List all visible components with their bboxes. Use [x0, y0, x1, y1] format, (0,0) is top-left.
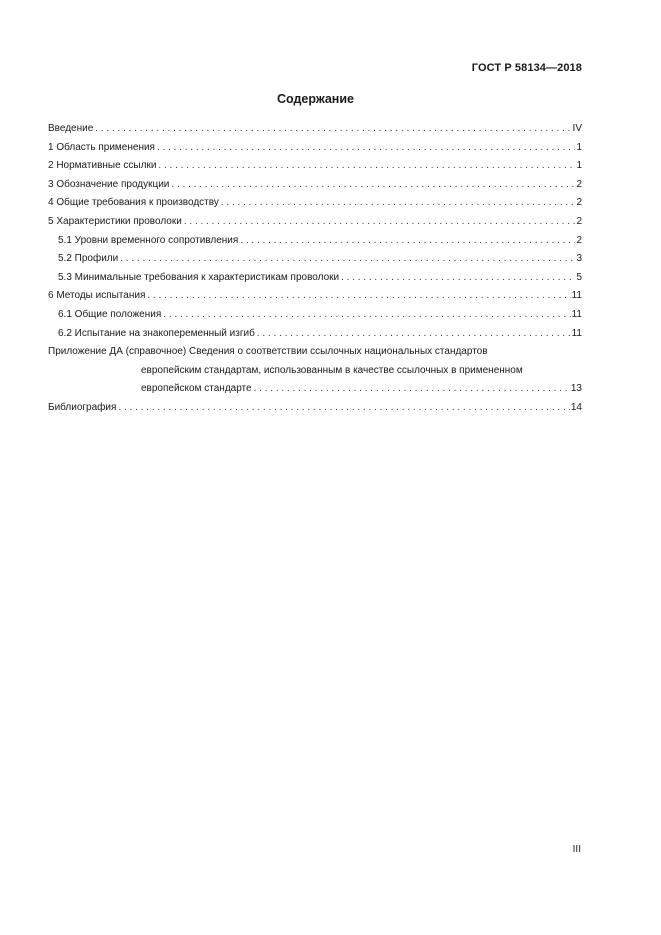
toc-entry-page: 11 [571, 290, 582, 302]
toc-entry-section-5-1[interactable] [48, 232, 582, 251]
toc-entry-label: Введение [48, 123, 94, 134]
toc-entry-label: Библиография [48, 401, 117, 413]
toc-entry-section-6-2[interactable] [48, 325, 582, 344]
toc-leader-dots [171, 176, 575, 195]
toc-entry-section-4[interactable] [48, 194, 582, 213]
toc-entry-appendix[interactable] [48, 343, 582, 399]
toc-entry-label: 4 Общие требования к производству [48, 197, 219, 209]
appendix-line-1: Приложение ДА (справочное) Сведения о соответствии ссылочных национальных стандартов [48, 346, 488, 358]
toc-entry-label: 5.1 Уровни временного сопротивления [58, 234, 239, 246]
toc-entry-label: 6 Методы испытания [48, 290, 146, 302]
toc-entry-page: 11 [571, 327, 582, 339]
toc-entry-label: 2 Нормативные ссылки [48, 160, 157, 172]
toc-leader-dots [157, 139, 575, 158]
toc-entry-section-1[interactable] [48, 139, 582, 158]
toc-leader-dots [95, 120, 571, 139]
toc-entry-section-5-2[interactable] [48, 250, 582, 269]
toc-entry-page: 14 [570, 401, 582, 413]
toc-entry-label: 3 Обозначение продукции [48, 178, 170, 190]
toc-entry-page: 11 [571, 308, 582, 320]
toc-leader-dots [184, 213, 576, 232]
toc-entry-page: 1 [576, 160, 582, 172]
toc-entry-page: 2 [576, 234, 582, 246]
toc-title: Содержание [276, 92, 354, 106]
toc-leader-dots [254, 380, 570, 399]
toc-entry-introduction[interactable] [48, 120, 582, 139]
toc-entry-section-3[interactable] [48, 176, 582, 195]
toc-entry-label: 5 Характеристики проволоки [48, 215, 182, 227]
table-of-contents [48, 120, 582, 418]
toc-entry-section-5-3[interactable] [48, 269, 582, 288]
toc-leader-dots [257, 325, 571, 344]
toc-entry-page: 2 [576, 197, 582, 209]
toc-entry-label: 5.3 Минимальные требования к характеристикам проволоки [58, 271, 340, 283]
toc-entry-page: 13 [570, 383, 582, 395]
toc-leader-dots [118, 399, 569, 418]
toc-entry-page: 2 [576, 178, 582, 190]
toc-entry-label: 1 Область применения [48, 141, 155, 153]
toc-entry-label: 6.2 Испытание на знакопеременный изгиб [58, 327, 255, 339]
toc-leader-dots [221, 194, 576, 213]
toc-leader-dots [240, 232, 575, 251]
toc-entry-page: 5 [576, 271, 582, 283]
toc-leader-dots [147, 287, 570, 306]
appendix-line-3-row [48, 380, 582, 399]
toc-leader-dots [158, 157, 575, 176]
page-number: III [572, 844, 581, 855]
toc-entry-section-6-1[interactable] [48, 306, 582, 325]
toc-leader-dots [163, 306, 570, 325]
toc-entry-page: IV [572, 123, 582, 134]
toc-entry-section-5[interactable] [48, 213, 582, 232]
toc-entry-bibliography[interactable] [48, 399, 582, 418]
toc-leader-dots [341, 269, 575, 288]
toc-entry-label: 5.2 Профили [58, 253, 119, 265]
appendix-line-2: европейским стандартам, использованным в качестве ссылочных в примененном [141, 364, 523, 376]
appendix-line-3: европейском стандарте [141, 383, 252, 395]
toc-entry-page: 2 [576, 215, 582, 227]
toc-leader-dots [120, 250, 575, 269]
toc-entry-section-2[interactable] [48, 157, 582, 176]
standard-code: ГОСТ Р 58134—2018 [471, 62, 582, 74]
toc-entry-page: 1 [576, 141, 582, 153]
toc-entry-section-6[interactable] [48, 287, 582, 306]
toc-entry-label: 6.1 Общие положения [58, 308, 162, 320]
toc-entry-page: 3 [576, 253, 582, 265]
